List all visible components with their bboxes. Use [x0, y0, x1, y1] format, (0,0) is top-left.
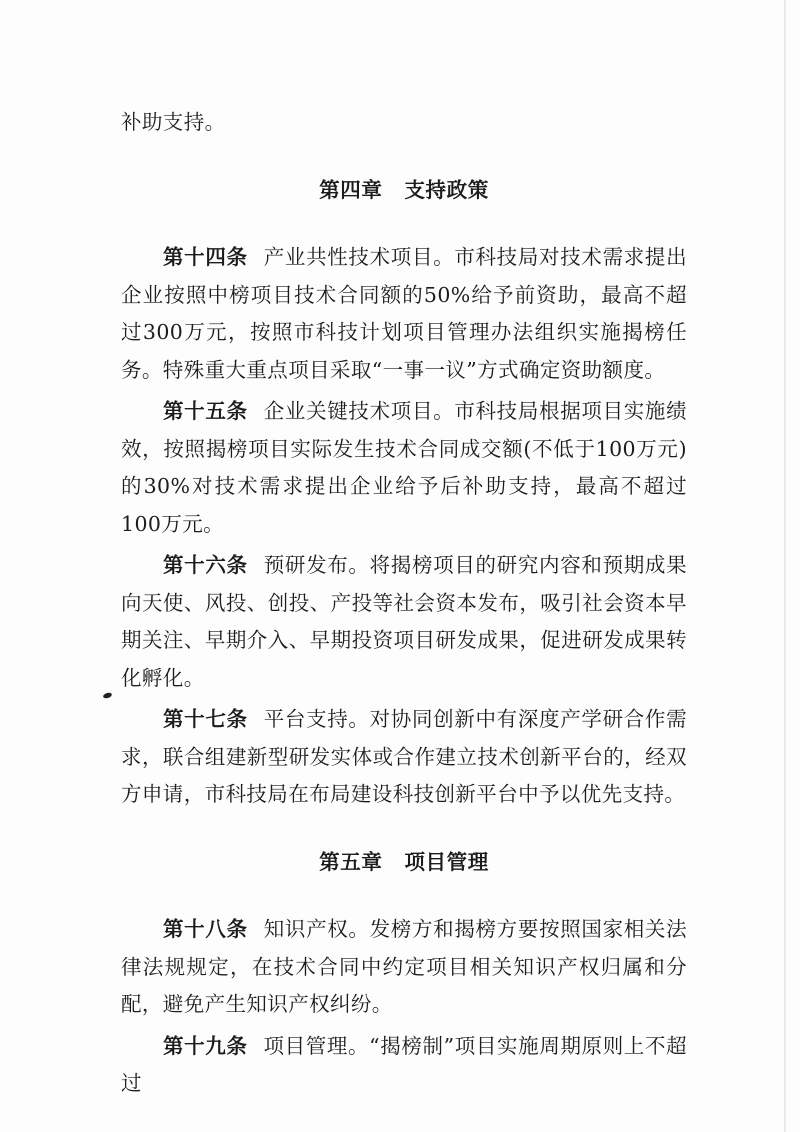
article-17-label: 第十七条 — [163, 707, 248, 731]
article-18 — [121, 911, 687, 1024]
article-14-label: 第十四条 — [163, 245, 248, 269]
article-15 — [121, 393, 687, 543]
article-14-text: 产业共性技术项目。市科技局对技术需求提出企业按照中榜项目技术合同额的50%给予前资助，最高不超过300万元，按照市科技计划项目管理办法组织实施揭榜任务。特殊重大重点项目采取“一事一议”方式确定资助额度。 — [121, 245, 687, 382]
chapter-4-title: 支持政策 — [404, 177, 489, 202]
article-19-label: 第十九条 — [163, 1033, 248, 1058]
article-16-label: 第十六条 — [163, 553, 248, 577]
document-body — [121, 104, 687, 1103]
article-19-text: 项目管理。“揭榜制”项目实施周期原则上不超过 — [121, 1033, 687, 1095]
intro-tail-paragraph — [121, 104, 687, 142]
chapter-5-heading — [121, 844, 687, 882]
article-15-text: 企业关键技术项目。市科技局根据项目实施绩效，按照揭榜项目实际发生技术合同成交额(不低于100万元)的30%对技术需求提出企业给予后补助支持，最高不超过100万元。 — [121, 399, 687, 536]
article-18-text: 知识产权。发榜方和揭榜方要按照国家相关法律法规规定，在技术合同中约定项目相关知识产权归属和分配，避免产生知识产权纠纷。 — [121, 917, 687, 1016]
article-18-label: 第十八条 — [163, 917, 248, 941]
article-19 — [121, 1028, 687, 1103]
article-16-text: 预研发布。将揭榜项目的研究内容和预期成果向天使、风投、创投、产投等社会资本发布，吸引社会资本早期关注、早期介入、早期投资项目研发成果，促进研发成果转化孵化。 — [121, 553, 687, 690]
scan-edge-shadow — [784, 0, 786, 1132]
intro-tail-text: 补助支持。 — [121, 110, 226, 134]
article-15-label: 第十五条 — [163, 399, 248, 423]
article-16 — [121, 547, 687, 697]
article-17 — [121, 701, 687, 814]
chapter-4-heading — [121, 172, 687, 210]
chapter-5-title: 项目管理 — [404, 849, 489, 874]
chapter-5-number: 第五章 — [319, 849, 383, 874]
article-17-text: 平台支持。对协同创新中有深度产学研合作需求，联合组建新型研发实体或合作建立技术创新平台的，经双方申请，市科技局在布局建设科技创新平台中予以优先支持。 — [121, 707, 687, 806]
scan-speck-mark — [102, 692, 112, 700]
article-14 — [121, 239, 687, 389]
chapter-4-number: 第四章 — [319, 177, 383, 202]
